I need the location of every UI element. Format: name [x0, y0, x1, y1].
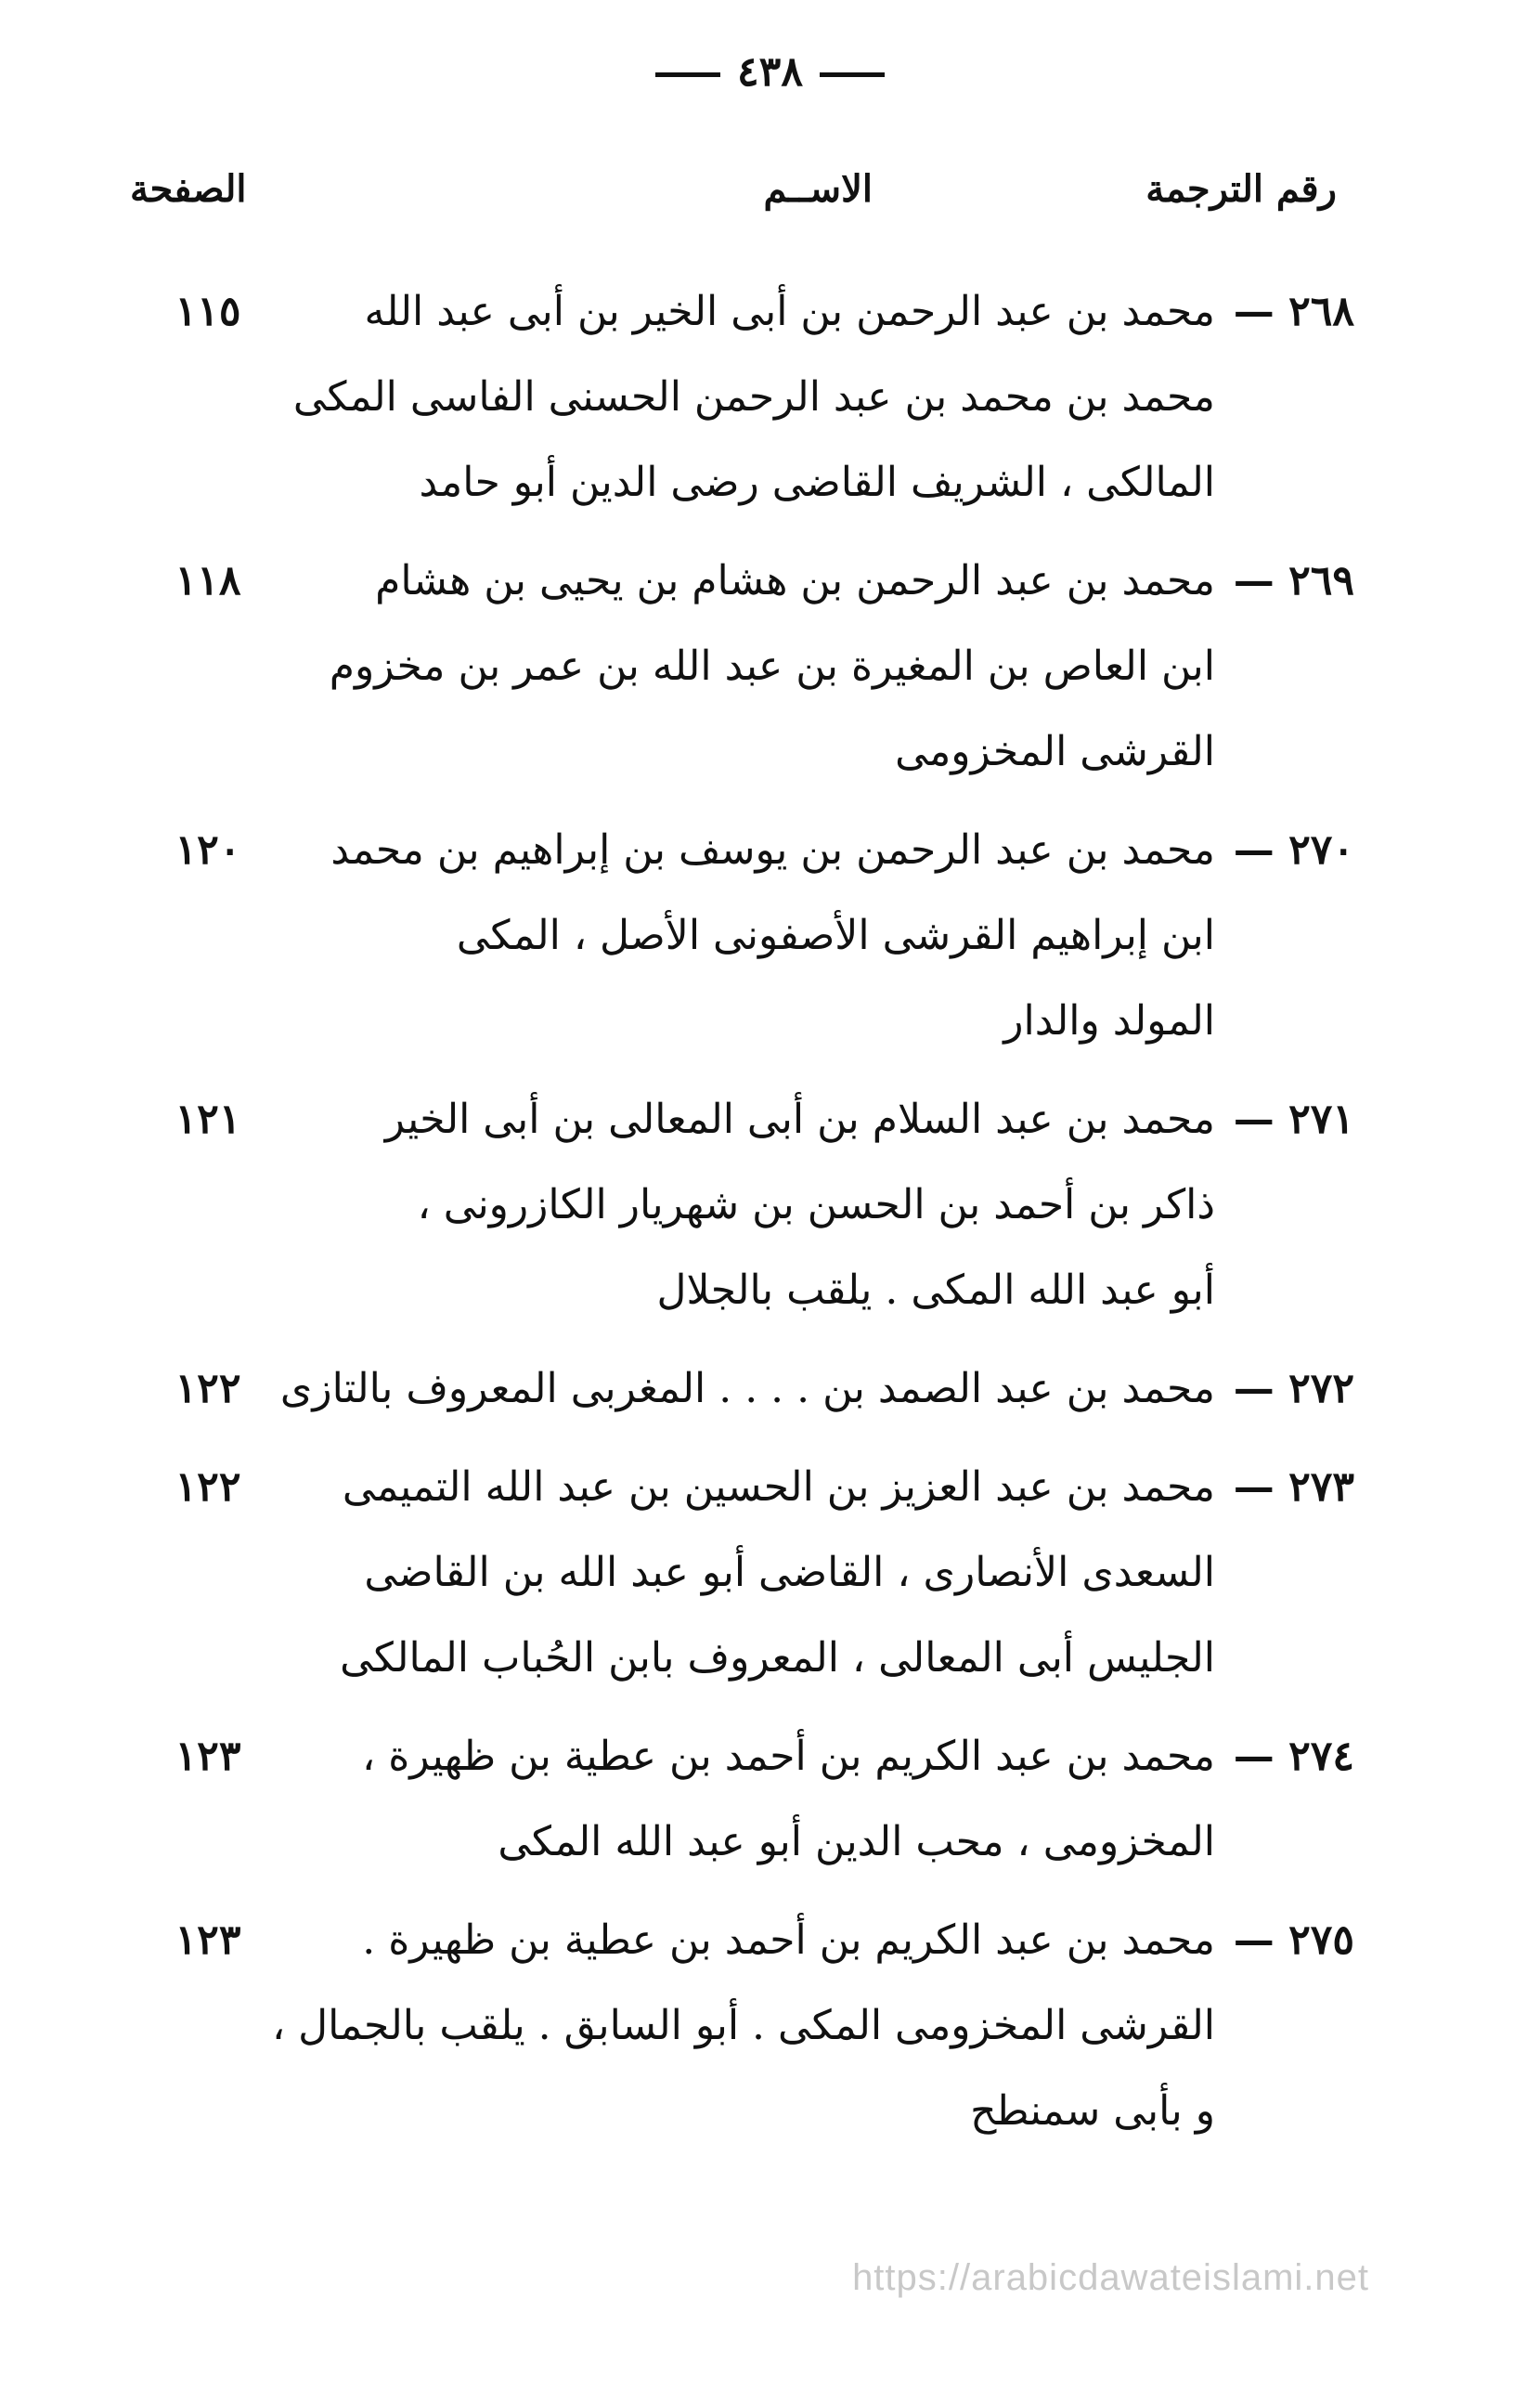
- page-number-dash-right: [820, 72, 885, 77]
- entry-dash: —: [1233, 1916, 1289, 1964]
- entry-dash: —: [1233, 557, 1289, 604]
- entry-name-line: الجليس أبى المعالى ، المعروف بابن الحُباب المالكى: [340, 1634, 1215, 1682]
- entry-page: ١٢٢: [175, 1365, 241, 1412]
- entry-name-line: القرشى المخزومى المكى . أبو السابق . يلقب بالجمال ،: [271, 2002, 1215, 2049]
- list-item: [129, 1346, 1354, 1432]
- header-name: الاســم: [763, 167, 873, 211]
- list-item: [129, 808, 1354, 1064]
- header-entry-number: رقم الترجمة: [1145, 167, 1337, 211]
- entry-number: ٢٦٨ —: [1233, 288, 1354, 335]
- entry-name-line: محمد بن عبد السلام بن أبى المعالى بن أبى الخير: [384, 1096, 1215, 1143]
- entry-number: ٢٧٠ —: [1233, 826, 1354, 874]
- entry-page: ١٢٣: [175, 1733, 241, 1780]
- list-item: [129, 1077, 1354, 1333]
- page-number: [0, 48, 1540, 96]
- entry-page: ١١٥: [175, 288, 241, 335]
- entry-name-line: محمد بن عبد العزيز بن الحسين بن عبد الله التميمى: [342, 1463, 1215, 1511]
- entry-name-line: المخزومى ، محب الدين أبو عبد الله المكى: [498, 1818, 1215, 1865]
- entry-name-line: ابن إبراهيم القرشى الأصفونى الأصل ، المكى: [456, 912, 1215, 959]
- entry-name-line: و بأبى سمنطح: [970, 2087, 1215, 2135]
- list-item: [129, 1445, 1354, 1701]
- entry-name-line: المولد والدار: [1003, 997, 1215, 1045]
- entry-name-line: محمد بن عبد الصمد بن . . . . المغربى المعروف بالتازى: [279, 1365, 1215, 1412]
- entry-number: ٢٧٢ —: [1233, 1365, 1354, 1412]
- table-header: [130, 167, 1337, 241]
- watermark: https://arabicdawateislami.net: [852, 2257, 1369, 2298]
- entry-page: ١٢١: [175, 1096, 241, 1143]
- header-page: الصفحة: [130, 167, 247, 211]
- entry-dash: —: [1233, 1733, 1289, 1780]
- entry-page: ١٢٠: [175, 826, 241, 874]
- entry-name-line: محمد بن عبد الرحمن بن هشام بن يحيى بن هشام: [375, 557, 1215, 604]
- list-item: [129, 269, 1354, 526]
- entry-number: ٢٧٥ —: [1233, 1916, 1354, 1964]
- entry-name-line: محمد بن عبد الكريم بن أحمد بن عطية بن ظهيرة .: [362, 1916, 1215, 1964]
- entry-page: ١٢٣: [175, 1916, 241, 1964]
- entry-name-line: أبو عبد الله المكى . يلقب بالجلال: [656, 1266, 1215, 1314]
- entry-name-line: ابن العاص بن المغيرة بن عبد الله بن عمر بن مخزوم: [329, 643, 1215, 690]
- entry-name: [380, 1077, 1215, 1333]
- entries-list: [129, 269, 1354, 2167]
- entry-name-line: القرشى المخزومى: [895, 728, 1215, 775]
- entry-number: ٢٦٩ —: [1233, 557, 1354, 604]
- entry-page: ١٢٢: [175, 1463, 241, 1511]
- list-item: [129, 539, 1354, 795]
- entry-number: ٢٧١ —: [1233, 1096, 1354, 1143]
- entry-page: ١١٨: [175, 557, 241, 604]
- entry-name-line: محمد بن محمد بن عبد الرحمن الحسنى الفاسى المكى: [292, 373, 1215, 421]
- entry-name-line: محمد بن عبد الكريم بن أحمد بن عطية بن ظهيرة ،: [362, 1733, 1215, 1780]
- entry-dash: —: [1233, 826, 1289, 874]
- entry-number: ٢٧٤ —: [1233, 1733, 1354, 1780]
- list-item: [129, 1714, 1354, 1885]
- page-number-dash-left: [655, 72, 720, 77]
- entry-name: [279, 1346, 1215, 1432]
- entry-number: ٢٧٣ —: [1233, 1463, 1354, 1511]
- entry-name-line: ذاكر بن أحمد بن الحسن بن شهريار الكازرونى ،: [417, 1181, 1215, 1228]
- entry-name-line: محمد بن عبد الرحمن بن أبى الخير بن أبى عبد الله: [364, 288, 1215, 335]
- entry-name: [329, 539, 1215, 795]
- entry-dash: —: [1233, 1463, 1289, 1511]
- entry-name: [271, 1898, 1215, 2154]
- entry-dash: —: [1233, 1365, 1289, 1412]
- entry-name: [340, 1445, 1215, 1701]
- entry-dash: —: [1233, 1096, 1289, 1143]
- entry-name-line: محمد بن عبد الرحمن بن يوسف بن إبراهيم بن محمد: [330, 826, 1215, 874]
- entry-name-line: السعدى الأنصارى ، القاضى أبو عبد الله بن القاضى: [364, 1549, 1215, 1596]
- entry-name: [292, 269, 1215, 526]
- entry-name: [330, 808, 1215, 1064]
- entry-dash: —: [1233, 288, 1289, 335]
- page-number-value: ٤٣٨: [737, 48, 803, 96]
- entry-name: [362, 1714, 1215, 1885]
- list-item: [129, 1898, 1354, 2154]
- entry-name-line: المالكى ، الشريف القاضى رضى الدين أبو حامد: [419, 459, 1215, 506]
